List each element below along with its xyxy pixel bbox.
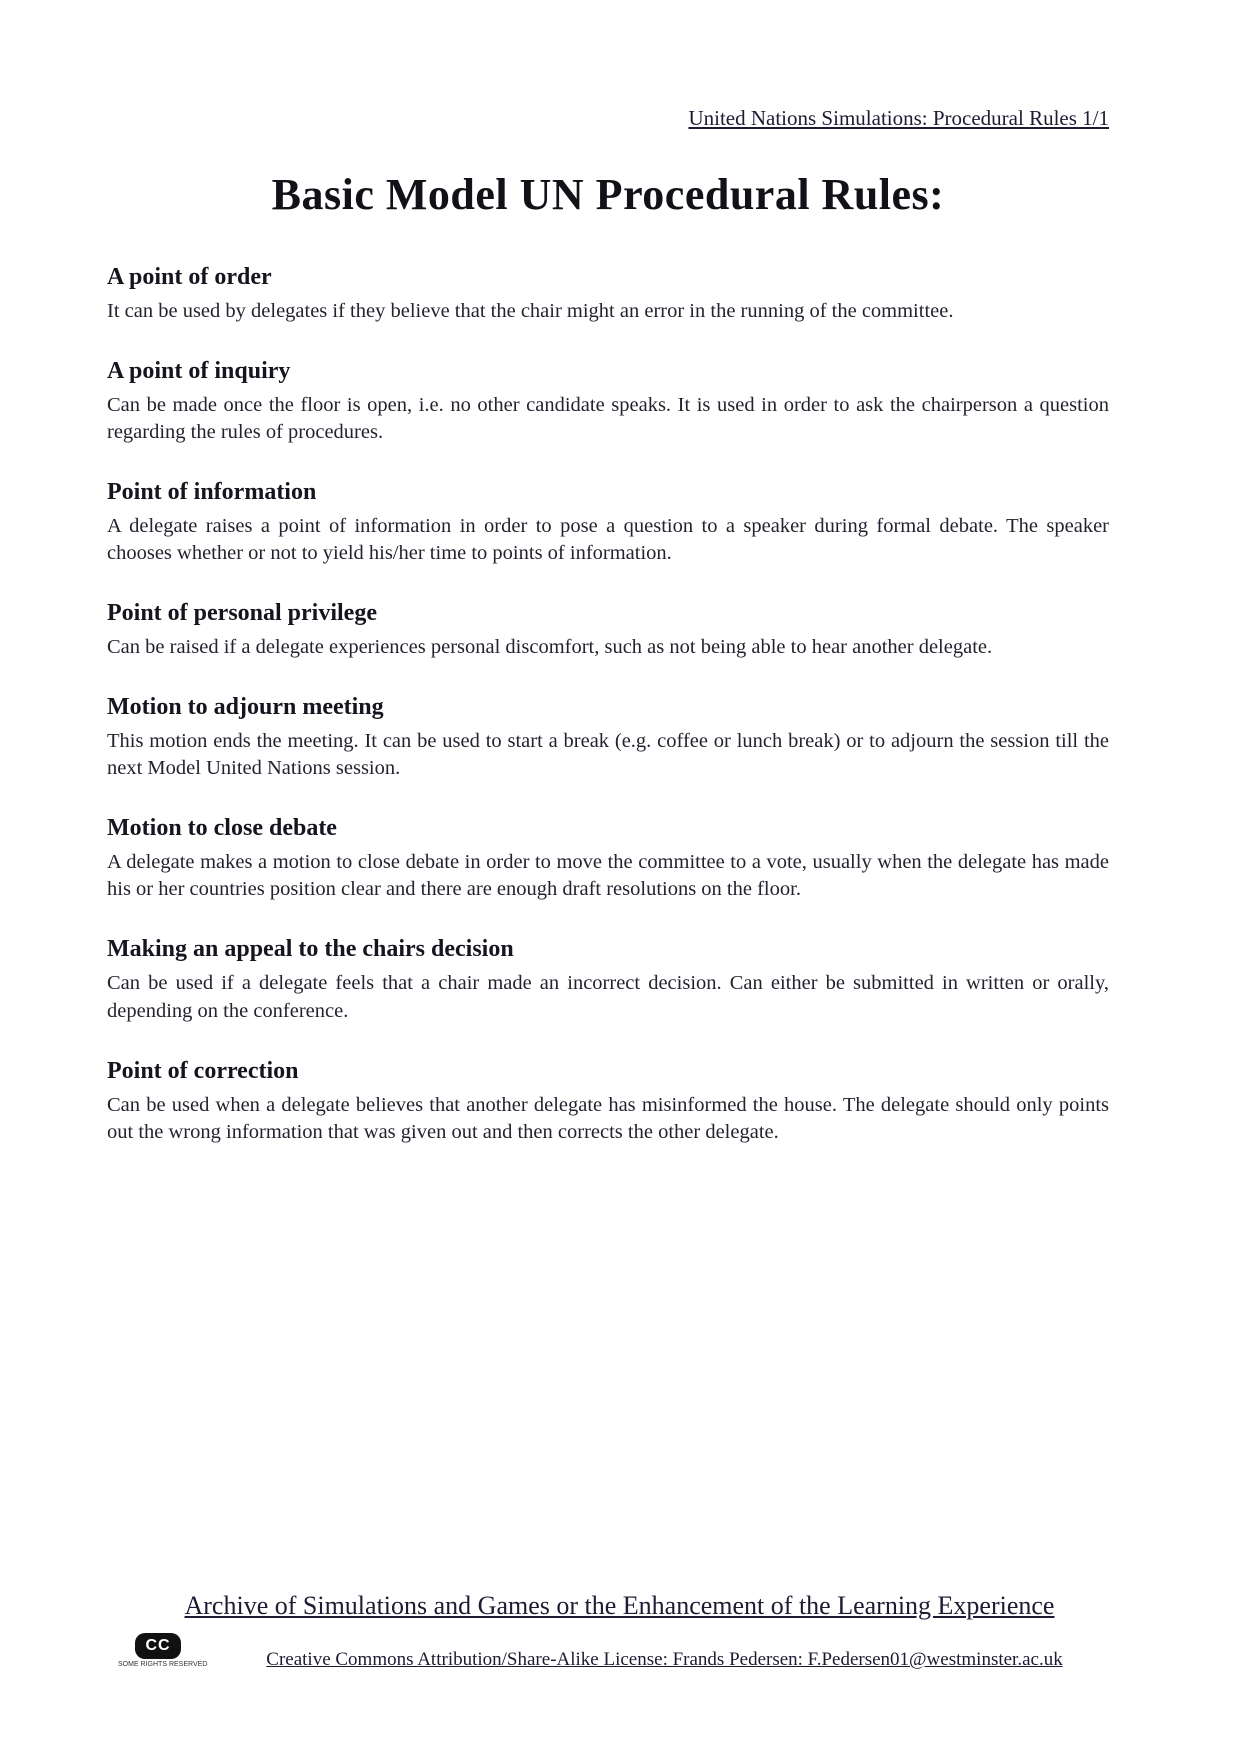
rule-section-point-of-information <box>107 479 1109 567</box>
rule-body: Can be made once the floor is open, i.e. no other candidate speaks. It is used in order to ask the chairperson a question regarding the rules of procedures. <box>107 394 1109 444</box>
rule-section-motion-to-close-debate <box>107 815 1109 903</box>
rule-heading: Motion to adjourn meeting <box>107 694 384 721</box>
cc-icon: CC <box>135 1633 180 1659</box>
rule-body: Can be used when a delegate believes that another delegate has misinformed the house. The delegate should only points out the wrong information that was given out and then corrects the other delegate. <box>107 1093 1109 1143</box>
rule-heading: Motion to close debate <box>107 815 337 842</box>
cc-rights-label: SOME RIGHTS RESERVED <box>118 1661 208 1668</box>
rule-heading: A point of order <box>107 264 272 290</box>
rule-heading: A point of inquiry <box>107 358 291 385</box>
creative-commons-logo <box>118 1633 208 1668</box>
page-title: Basic Model UN Procedural Rules: <box>271 170 945 219</box>
rule-heading: Point of correction <box>107 1057 299 1084</box>
page-header <box>107 106 1109 131</box>
rule-body: Can be raised if a delegate experiences personal discomfort, such as not being able to hear another delegate. <box>107 636 993 659</box>
rule-section-motion-to-adjourn-meeting <box>107 694 1109 782</box>
rule-body: Can be used if a delegate feels that a chair made an incorrect decision. Can either be submitted in written or orally, depending on the conference. <box>107 972 1109 1022</box>
rule-section-point-of-inquiry <box>107 358 1109 446</box>
rule-body: A delegate makes a motion to close debate in order to move the committee to a vote, usually when the delegate has made his or her countries position clear and there are enough draft resolutions on the floor. <box>107 851 1109 901</box>
rule-section-point-of-personal-privilege <box>107 600 1109 661</box>
page-footer <box>0 1573 1239 1753</box>
rule-heading: Making an appeal to the chairs decision <box>107 936 514 963</box>
header-title: United Nations Simulations: Procedural Rules 1/1 <box>688 106 1109 130</box>
rule-section-point-of-order <box>107 264 1109 325</box>
rule-body: This motion ends the meeting. It can be used to start a break (e.g. coffee or lunch break) or to adjourn the session till the next Model United Nations session. <box>107 730 1109 780</box>
rule-body: A delegate raises a point of information in order to pose a question to a speaker during formal debate. The speaker chooses whether or not to yield his/her time to points of information. <box>107 515 1109 565</box>
rule-body: It can be used by delegates if they believe that the chair might an error in the running of the committee. <box>107 300 954 322</box>
rule-section-appeal-to-chairs-decision <box>107 936 1109 1024</box>
rule-section-point-of-correction <box>107 1058 1109 1146</box>
rule-heading: Point of personal privilege <box>107 600 377 627</box>
archive-link[interactable]: Archive of Simulations and Games or the Enhancement of the Learning Experience <box>184 1591 1055 1620</box>
rule-heading: Point of information <box>107 479 317 506</box>
document-content <box>107 0 1109 1146</box>
license-link[interactable]: Creative Commons Attribution/Share-Alike License: Frands Pedersen: F.Pedersen01@westminster.ac.uk <box>266 1649 1063 1670</box>
